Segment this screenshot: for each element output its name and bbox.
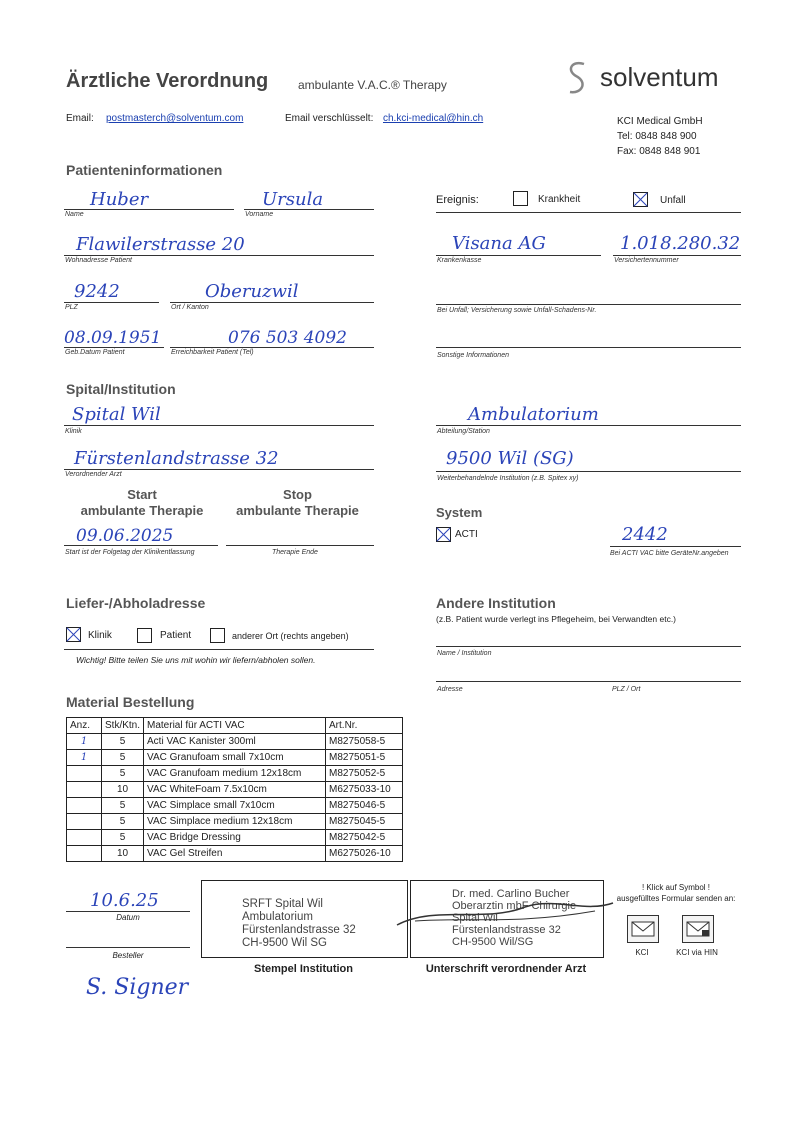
krankheit-label: Krankheit <box>538 194 581 205</box>
start-line <box>64 545 218 546</box>
klinik-value[interactable]: Spital Wil <box>72 404 161 425</box>
row-anz[interactable] <box>67 846 102 862</box>
row-material: VAC Bridge Dressing <box>144 830 326 846</box>
row-artnr: M6275033-10 <box>326 782 403 798</box>
table-row <box>67 798 403 814</box>
geraet-nr[interactable]: 2442 <box>622 524 668 545</box>
row-anz[interactable] <box>67 814 102 830</box>
andere-name-line <box>436 646 741 647</box>
klinik-line <box>64 425 374 426</box>
material-heading: Material Bestellung <box>66 694 195 710</box>
row-anz[interactable] <box>67 766 102 782</box>
row-stk: 5 <box>102 750 144 766</box>
sonstige-label: Sonstige Informationen <box>437 352 509 359</box>
unfall-label: Unfall <box>660 195 686 206</box>
ort-line <box>170 302 374 303</box>
datum-value[interactable]: 10.6.25 <box>90 890 159 911</box>
stamp-arzt-label: Unterschrift verordnender Arzt <box>425 963 587 975</box>
datum-line <box>66 911 190 912</box>
col-anz: Anz. <box>67 718 102 734</box>
email-enc-label: Email verschlüsselt: <box>285 113 374 124</box>
brand-name: solventum <box>600 62 719 92</box>
klick-hint: ! Klick auf Symbol ! <box>641 883 711 892</box>
stop-title: Stop <box>283 487 312 502</box>
form-title: Ärztliche Verordnung <box>66 70 269 92</box>
dob-label: Geb.Datum Patient <box>65 349 125 356</box>
row-stk: 5 <box>102 766 144 782</box>
col-material: Material für ACTI VAC <box>144 718 326 734</box>
row-stk: 5 <box>102 734 144 750</box>
andere-hint: (z.B. Patient wurde verlegt ins Pflegeheim, bei Verwandten etc.) <box>436 614 677 624</box>
klinik-label: Klinik <box>65 428 82 435</box>
unfall-checkbox[interactable] <box>633 192 648 207</box>
end-label: Therapie Ende <box>272 549 318 556</box>
besteller-label: Besteller <box>112 951 144 960</box>
row-anz[interactable]: 1 <box>67 750 102 766</box>
row-artnr: M8275046-5 <box>326 798 403 814</box>
geraet-line <box>610 546 741 547</box>
row-material: VAC Granufoam small 7x10cm <box>144 750 326 766</box>
patient-address[interactable]: Flawilerstrasse 20 <box>76 234 245 255</box>
patient-heading: Patienteninformationen <box>66 162 223 178</box>
material-table <box>66 717 403 862</box>
weiter-label: Weiterbehandelnde Institution (z.B. Spitex xy) <box>437 475 579 482</box>
andere-heading: Andere Institution <box>436 595 556 611</box>
email-link[interactable]: postmasterch@solventum.com <box>106 113 244 124</box>
patient-name[interactable]: Huber <box>90 189 149 210</box>
arzt-label: Verordnender Arzt <box>65 471 122 478</box>
solventum-logo-icon <box>560 58 594 98</box>
liefer-klinik-checkbox[interactable] <box>66 627 81 642</box>
krankenkasse-value[interactable]: Visana AG <box>452 233 546 254</box>
liefer-anderer-label: anderer Ort (rechts angeben) <box>232 631 349 641</box>
patient-tel[interactable]: 076 503 4092 <box>228 328 347 348</box>
send-kci-hin-label: KCI via HIN <box>676 948 718 957</box>
send-kci-hin-email-icon[interactable] <box>682 915 714 943</box>
row-artnr: M8275052-5 <box>326 766 403 782</box>
acti-label: ACTI <box>455 529 478 540</box>
liefer-line <box>64 649 374 650</box>
end-line <box>226 545 374 546</box>
kasse-label: Krankenkasse <box>437 257 482 264</box>
col-stk: Stk/Ktn. <box>102 718 144 734</box>
system-heading: System <box>436 505 483 520</box>
send-kci-label: KCI <box>635 948 649 957</box>
ereignis-label: Ereignis: <box>436 194 479 206</box>
liefer-heading: Liefer-/Abholadresse <box>66 595 206 611</box>
arzt-line <box>64 469 374 470</box>
ereignis-line <box>436 212 741 213</box>
row-artnr: M8275051-5 <box>326 750 403 766</box>
ort-label: Ort / Kanton <box>171 304 209 311</box>
row-stk: 5 <box>102 814 144 830</box>
start-date[interactable]: 09.06.2025 <box>76 526 174 546</box>
unfall-nr-line <box>436 304 741 305</box>
patient-dob[interactable]: 08.09.1951 <box>64 328 162 348</box>
address-label: Wohnadresse Patient <box>65 257 132 264</box>
stop-subtitle: ambulante Therapie <box>236 503 359 518</box>
patient-vorname[interactable]: Ursula <box>262 189 324 210</box>
table-row <box>67 782 403 798</box>
row-material: VAC Gel Streifen <box>144 846 326 862</box>
besteller-line <box>66 947 190 948</box>
besteller-signature[interactable]: S. Signer <box>86 975 189 1000</box>
arzt-signature-icon <box>395 895 615 940</box>
send-kci-email-icon[interactable] <box>627 915 659 943</box>
material-header-row <box>67 718 403 734</box>
senden-hint: ausgefülltes Formular senden an: <box>616 894 736 903</box>
acti-checkbox[interactable] <box>436 527 451 542</box>
row-stk: 5 <box>102 830 144 846</box>
andere-adresse-label: Adresse <box>437 686 463 693</box>
address-line <box>64 255 374 256</box>
name-line <box>64 209 234 210</box>
vorname-label: Vorname <box>245 211 274 218</box>
unfall-nr-label: Bei Unfall; Versicherung sowie Unfall-Schadens-Nr. <box>437 307 597 314</box>
table-row <box>67 750 403 766</box>
plz-label: PLZ <box>65 304 78 311</box>
liefer-patient-label: Patient <box>160 630 192 641</box>
row-artnr: M6275026-10 <box>326 846 403 862</box>
row-stk: 10 <box>102 846 144 862</box>
versnr-value[interactable]: 1.018.280.32 <box>620 233 741 254</box>
liefer-patient-checkbox[interactable] <box>137 628 152 643</box>
abteilung-line <box>436 425 741 426</box>
table-row <box>67 766 403 782</box>
email-label: Email: <box>66 113 94 124</box>
start-subtitle: ambulante Therapie <box>80 503 204 518</box>
geraet-label: Bei ACTI VAC bitte GeräteNr.angeben <box>610 550 729 557</box>
stamp-arzt-text: Dr. med. Carlino Bucher Oberarztin mbF Chirurgie Spital Wil Fürstenlandstrasse 32 CH-9500 Wil/SG <box>452 888 577 948</box>
plz-line <box>64 302 159 303</box>
row-material: VAC Simplace small 7x10cm <box>144 798 326 814</box>
kasse-line <box>436 255 601 256</box>
row-anz[interactable] <box>67 830 102 846</box>
row-stk: 5 <box>102 798 144 814</box>
andere-name-label: Name / Institution <box>437 650 492 657</box>
row-artnr: M8275058-5 <box>326 734 403 750</box>
weiter-line <box>436 471 741 472</box>
tel-line <box>170 347 374 348</box>
liefer-note: Wichtig! Bitte teilen Sie uns mit wohin wir liefern/abholen sollen. <box>76 655 316 665</box>
stamp-institution-label: Stempel Institution <box>254 963 353 975</box>
table-row <box>67 830 403 846</box>
vorname-line <box>244 209 374 210</box>
start-label: Start ist der Folgetag der Klinikentlassung <box>65 549 195 556</box>
row-material: Acti VAC Kanister 300ml <box>144 734 326 750</box>
dob-line <box>64 347 164 348</box>
spital-heading: Spital/Institution <box>66 381 176 397</box>
versnr-line <box>613 255 741 256</box>
company-fax: Fax: 0848 848 901 <box>617 146 701 157</box>
arzt-value[interactable]: Fürstenlandstrasse 32 <box>74 448 279 469</box>
row-anz[interactable] <box>67 798 102 814</box>
andere-plz-label: PLZ / Ort <box>612 686 641 693</box>
email-enc-link[interactable]: ch.kci-medical@hin.ch <box>383 113 484 124</box>
versnr-label: Versichertennummer <box>614 257 679 264</box>
start-title: Start <box>127 487 157 502</box>
liefer-anderer-checkbox[interactable] <box>210 628 225 643</box>
abteilung-value[interactable]: Ambulatorium <box>468 404 599 425</box>
tel-label: Erreichbarkeit Patient (Tel) <box>171 349 254 356</box>
weiter-value[interactable]: 9500 Wil (SG) <box>446 448 574 469</box>
table-row <box>67 814 403 830</box>
row-artnr: M8275042-5 <box>326 830 403 846</box>
datum-label: Datum <box>116 913 140 922</box>
patient-ort[interactable]: Oberuzwil <box>205 281 299 302</box>
col-artnr: Art.Nr. <box>326 718 403 734</box>
table-row <box>67 734 403 750</box>
company-name: KCI Medical GmbH <box>617 116 703 127</box>
row-material: VAC WhiteFoam 7.5x10cm <box>144 782 326 798</box>
patient-plz[interactable]: 9242 <box>74 281 120 302</box>
form-subtitle: ambulante V.A.C.® Therapy <box>298 78 447 92</box>
row-material: VAC Granufoam medium 12x18cm <box>144 766 326 782</box>
name-label: Name <box>65 211 84 218</box>
row-anz[interactable] <box>67 782 102 798</box>
sonstige-line <box>436 347 741 348</box>
abteilung-label: Abteilung/Station <box>437 428 490 435</box>
row-artnr: M8275045-5 <box>326 814 403 830</box>
row-stk: 10 <box>102 782 144 798</box>
liefer-klinik-label: Klinik <box>88 630 112 641</box>
krankheit-checkbox[interactable] <box>513 191 528 206</box>
row-anz[interactable]: 1 <box>67 734 102 750</box>
row-material: VAC Simplace medium 12x18cm <box>144 814 326 830</box>
table-row <box>67 846 403 862</box>
stamp-institution-text: SRFT Spital Wil Ambulatorium Fürstenlandstrasse 32 CH-9500 Wil SG <box>242 898 356 949</box>
andere-adresse-line <box>436 681 741 682</box>
company-tel: Tel: 0848 848 900 <box>617 131 697 142</box>
